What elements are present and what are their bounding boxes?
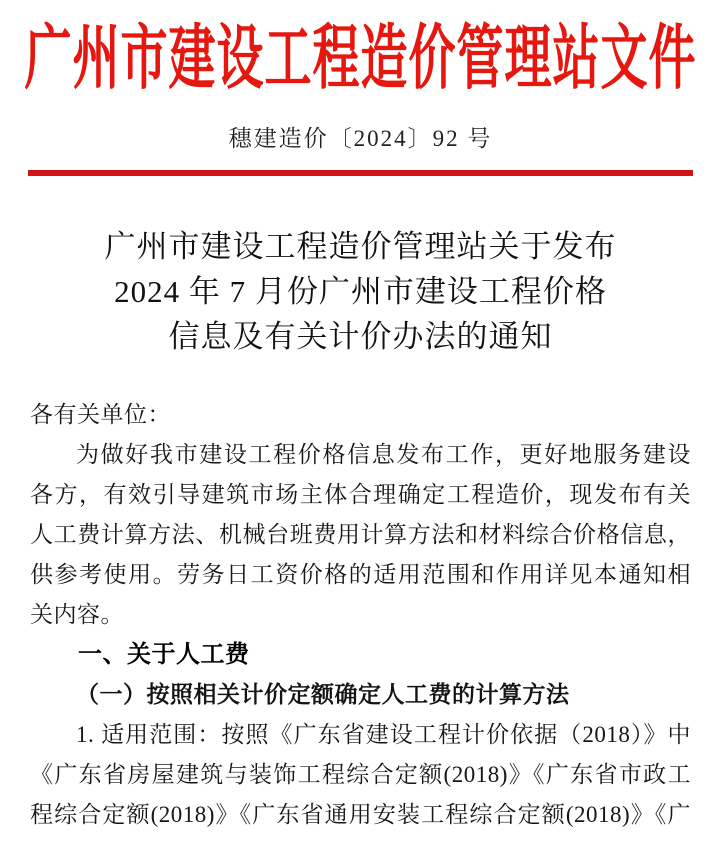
section-heading-labor-cost: 一、关于人工费 bbox=[78, 641, 250, 668]
document-title-line-2: 2024 年 7 月份广州市建设工程价格 bbox=[114, 274, 607, 309]
sub-heading-calculation-method: （一）按照相关计价定额确定人工费的计算方法 bbox=[76, 682, 570, 707]
item-1-scope-line-1: 1. 适用范围：按照《广东省建设工程计价依据（2018）》中 bbox=[76, 722, 691, 747]
document-title-line-3: 信息及有关计价办法的通知 bbox=[168, 319, 553, 354]
red-divider-line bbox=[28, 170, 693, 176]
item-1-scope-line-3: 程综合定额(2018)》《广东省通用安装工程综合定额(2018)》《广 bbox=[30, 802, 691, 827]
intro-paragraph-line-3: 人工费计算方法、机械台班费用计算方法和材料综合价格信息， bbox=[30, 522, 691, 547]
salutation: 各有关单位： bbox=[30, 402, 171, 427]
document-body bbox=[30, 395, 691, 835]
letterhead-org-title: 广州市建设工程造价管理站文件 bbox=[24, 19, 697, 98]
intro-paragraph-line-5: 关内容。 bbox=[30, 602, 124, 627]
document-reference-number: 穗建造价〔2024〕92 号 bbox=[228, 126, 493, 151]
item-1-scope-line-2: 《广东省房屋建筑与装饰工程综合定额(2018)》《广东省市政工 bbox=[30, 762, 691, 787]
intro-paragraph-line-4: 供参考使用。劳务日工资价格的适用范围和作用详见本通知相 bbox=[30, 562, 691, 587]
document-title bbox=[0, 224, 721, 359]
letterhead-banner bbox=[0, 0, 721, 104]
intro-paragraph-line-2: 各方，有效引导建筑市场主体合理确定工程造价，现发布有关 bbox=[30, 482, 691, 507]
intro-paragraph-line-1: 为做好我市建设工程价格信息发布工作，更好地服务建设 bbox=[76, 442, 691, 467]
document-title-line-1: 广州市建设工程造价管理站关于发布 bbox=[104, 229, 617, 264]
